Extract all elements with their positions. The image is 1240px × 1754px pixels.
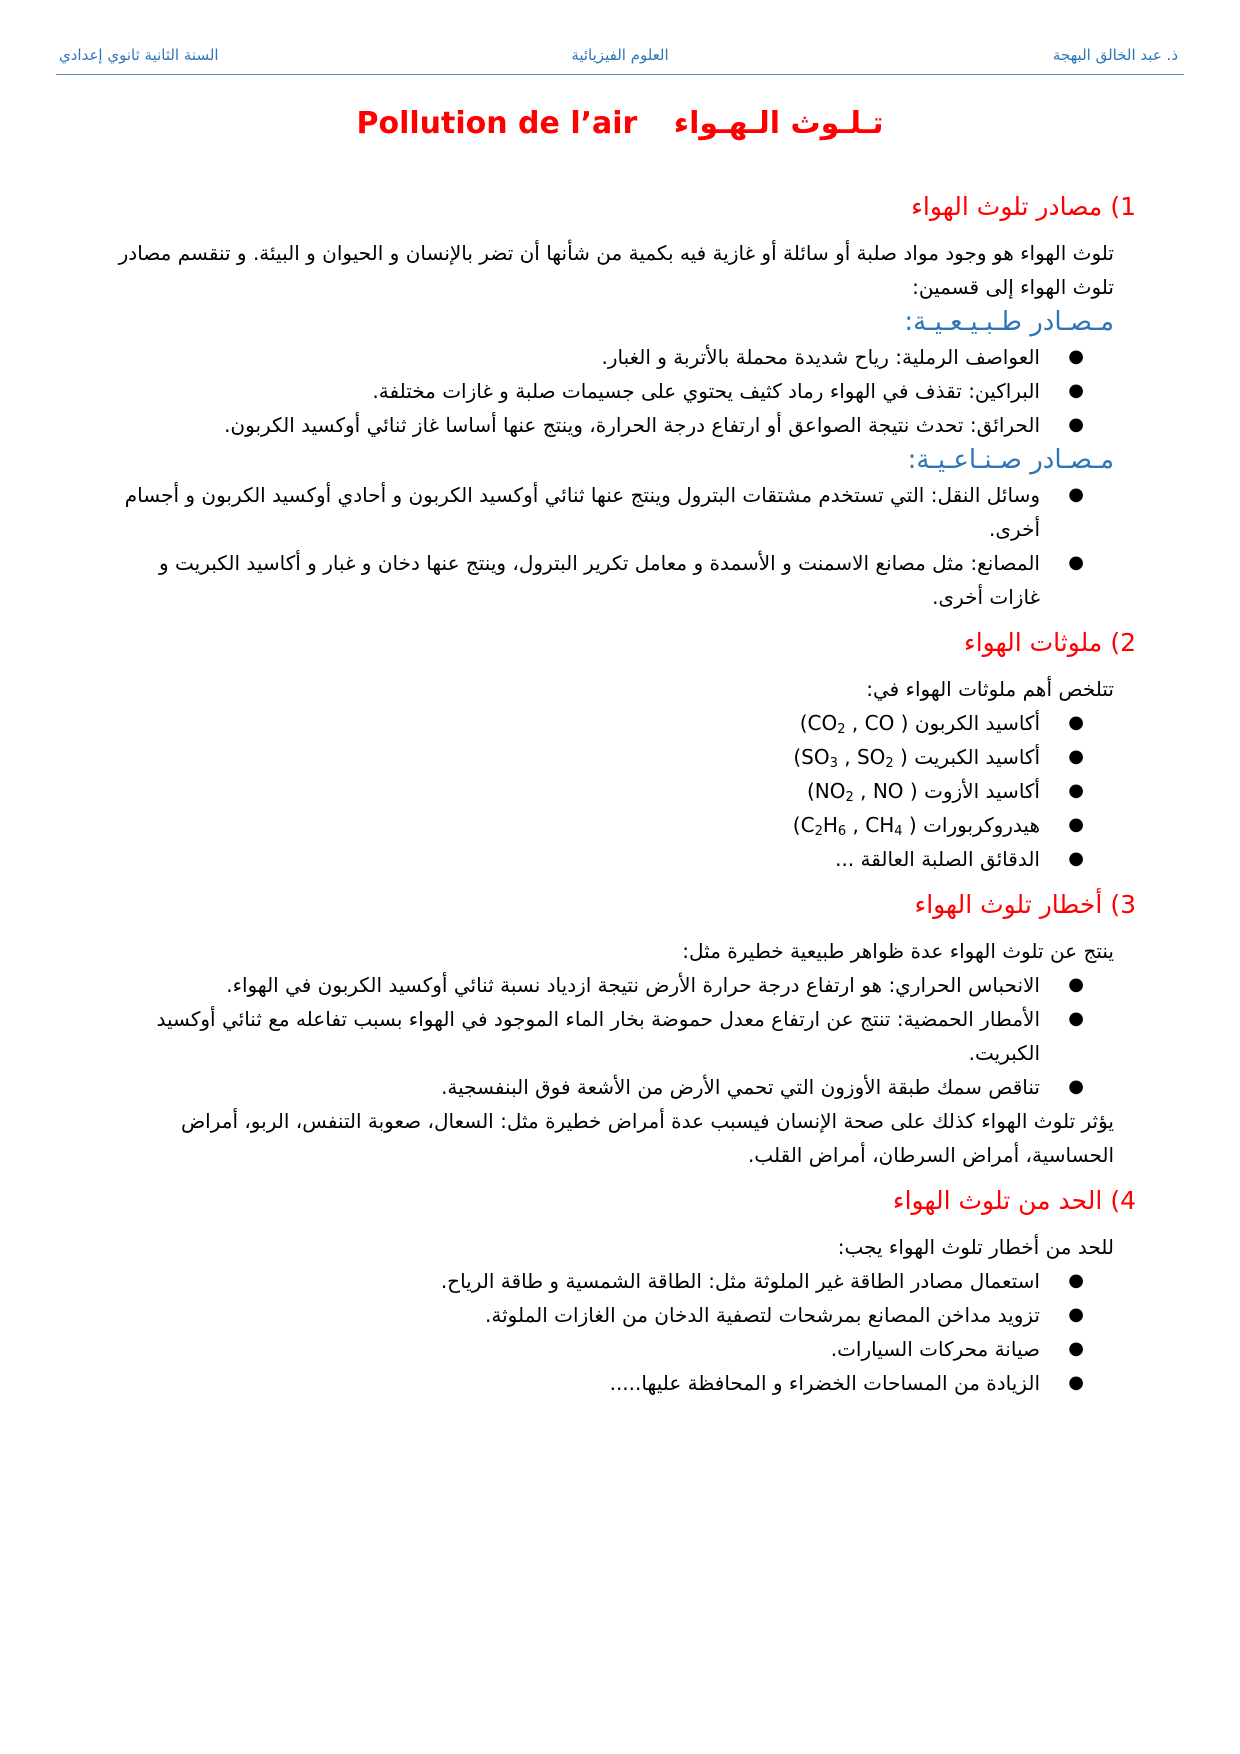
- list-item: ● الأمطار الحمضية: تنتج عن ارتفاع معدل حموضة بخار الماء الموجود في الهواء بسبب تفاعله مع ثنائي أوكسيد الكبريت.: [104, 1002, 1040, 1070]
- bullet-icon: ●: [1068, 414, 1084, 435]
- section-number: 3): [1110, 890, 1136, 919]
- list-item: ● تناقص سمك طبقة الأوزون التي تحمي الأرض من الأشعة فوق البنفسجية.: [104, 1070, 1040, 1104]
- section-number: 2): [1110, 628, 1136, 657]
- paragraph-pollutants-intro: تتلخص أهم ملوثات الهواء في:: [866, 677, 1114, 701]
- bullet-icon: ●: [1068, 814, 1084, 835]
- document-body: [104, 190, 1136, 1400]
- section-heading-dangers: [104, 888, 1136, 922]
- section-number: 1): [1110, 192, 1136, 221]
- bullet-icon: ●: [1068, 848, 1084, 869]
- list-item: ● استعمال مصادر الطاقة غير الملوثة مثل: الطاقة الشمسية و طاقة الرياح.: [104, 1264, 1040, 1298]
- subject-name: العلوم الفيزيائية: [571, 46, 669, 64]
- section-title: الحد من تلوث الهواء: [892, 1186, 1103, 1215]
- chemical-formula: ($CO_2$ , CO ): [799, 711, 909, 737]
- bullet-icon: ●: [1068, 1008, 1084, 1029]
- bullet-icon: ●: [1068, 1338, 1084, 1359]
- paragraph-definition: تلوث الهواء هو وجود مواد صلبة أو سائلة أو غازية فيه بكمية من شأنها أن تضر بالإنسان و الحيوان و البيئة. و تنقسم مصادر تلوث الهواء إلى قسمين:: [118, 241, 1114, 299]
- list-pollutants: [104, 706, 1114, 876]
- list-reduction-measures: [104, 1264, 1114, 1400]
- list-item: ● البراكين: تقذف في الهواء رماد كثيف يحتوي على جسيمات صلبة و غازات مختلفة.: [104, 374, 1040, 408]
- list-item: ● الانحباس الحراري: هو ارتفاع درجة حرارة الأرض نتيجة ازدياد نسبة ثنائي أوكسيد الكربون في الهواء.: [104, 968, 1040, 1002]
- title-french: Pollution de l’air: [356, 106, 638, 141]
- list-item: ● أكاسيد الكبريت ($SO_3$ , $SO_2$ ): [104, 740, 1040, 774]
- section-heading-reduction: [104, 1184, 1136, 1218]
- bullet-icon: ●: [1068, 746, 1084, 767]
- bullet-icon: ●: [1068, 712, 1084, 733]
- page-header: [56, 40, 1184, 75]
- list-industrial-sources: [104, 478, 1114, 614]
- subheading-industrial-sources: مـصـادر صـنـاعـيـة:: [907, 445, 1114, 475]
- list-item: ● وسائل النقل: التي تستخدم مشتقات البترول وينتج عنها ثنائي أوكسيد الكربون و أحادي أوكسيد الكربون و أجسام أخرى.: [104, 478, 1040, 546]
- bullet-icon: ●: [1068, 380, 1084, 401]
- section-number: 4): [1110, 1186, 1136, 1215]
- section-title: ملوثات الهواء: [963, 628, 1103, 657]
- chemical-formula: ($SO_3$ , $SO_2$ ): [793, 745, 908, 771]
- paragraph-dangers-intro: ينتج عن تلوث الهواء عدة ظواهر طبيعية خطيرة مثل:: [682, 939, 1114, 963]
- paragraph-health-effects: يؤثر تلوث الهواء كذلك على صحة الإنسان فيسبب عدة أمراض خطيرة مثل: السعال، صعوبة التنفس، الربو، أمراض الحساسية، أمراض السرطان، أمراض القلب.: [180, 1109, 1114, 1167]
- bullet-icon: ●: [1068, 1372, 1084, 1393]
- list-dangers: [104, 968, 1114, 1104]
- bullet-icon: ●: [1068, 974, 1084, 995]
- list-item: ● أكاسيد الكربون ($CO_2$ , CO ): [104, 706, 1040, 740]
- chemical-formula: ($NO_2$ , NO ): [806, 779, 918, 805]
- bullet-icon: ●: [1068, 484, 1084, 505]
- list-item: ● الدقائق الصلبة العالقة ...: [104, 842, 1040, 876]
- document-title: [0, 106, 1240, 141]
- bullet-icon: ●: [1068, 780, 1084, 801]
- section-heading-pollutants: [104, 626, 1136, 660]
- bullet-icon: ●: [1068, 1304, 1084, 1325]
- section-title: أخطار تلوث الهواء: [914, 890, 1103, 919]
- list-item: ● هيدروكربورات ($C_2H_6$ , $CH_4$ ): [104, 808, 1040, 842]
- subheading-natural-sources: مـصـادر طـبـيـعـيـة:: [904, 307, 1114, 337]
- list-item: ● الزيادة من المساحات الخضراء و المحافظة عليها.....: [104, 1366, 1040, 1400]
- bullet-icon: ●: [1068, 346, 1084, 367]
- bullet-icon: ●: [1068, 552, 1084, 573]
- list-natural-sources: [104, 340, 1114, 442]
- teacher-name: ذ. عبد الخالق البهجة: [1052, 46, 1178, 64]
- list-item: ● المصانع: مثل مصانع الاسمنت و الأسمدة و معامل تكرير البترول، وينتج عنها دخان و غبار و أكاسيد الكبريت و غازات أخرى.: [104, 546, 1040, 614]
- bullet-icon: ●: [1068, 1270, 1084, 1291]
- list-item: ● أكاسيد الأزوت ($NO_2$ , NO ): [104, 774, 1040, 808]
- list-item: ● العواصف الرملية: رياح شديدة محملة بالأتربة و الغبار.: [104, 340, 1040, 374]
- list-item: ● صيانة محركات السيارات.: [104, 1332, 1040, 1366]
- bullet-icon: ●: [1068, 1076, 1084, 1097]
- paragraph-reduction-intro: للحد من أخطار تلوث الهواء يجب:: [837, 1235, 1114, 1259]
- section-heading-sources: [104, 190, 1136, 224]
- title-arabic: تـلـوث الـهـواء: [673, 106, 884, 141]
- list-item: ● الحرائق: تحدث نتيجة الصواعق أو ارتفاع درجة الحرارة، وينتج عنها أساسا غاز ثنائي أوكسيد الكربون.: [104, 408, 1040, 442]
- list-item: ● تزويد مداخن المصانع بمرشحات لتصفية الدخان من الغازات الملوثة.: [104, 1298, 1040, 1332]
- section-title: مصادر تلوث الهواء: [911, 192, 1103, 221]
- school-level: السنة الثانية ثانوي إعدادي: [59, 46, 219, 64]
- chemical-formula: ($C_2H_6$ , $CH_4$ ): [792, 813, 917, 839]
